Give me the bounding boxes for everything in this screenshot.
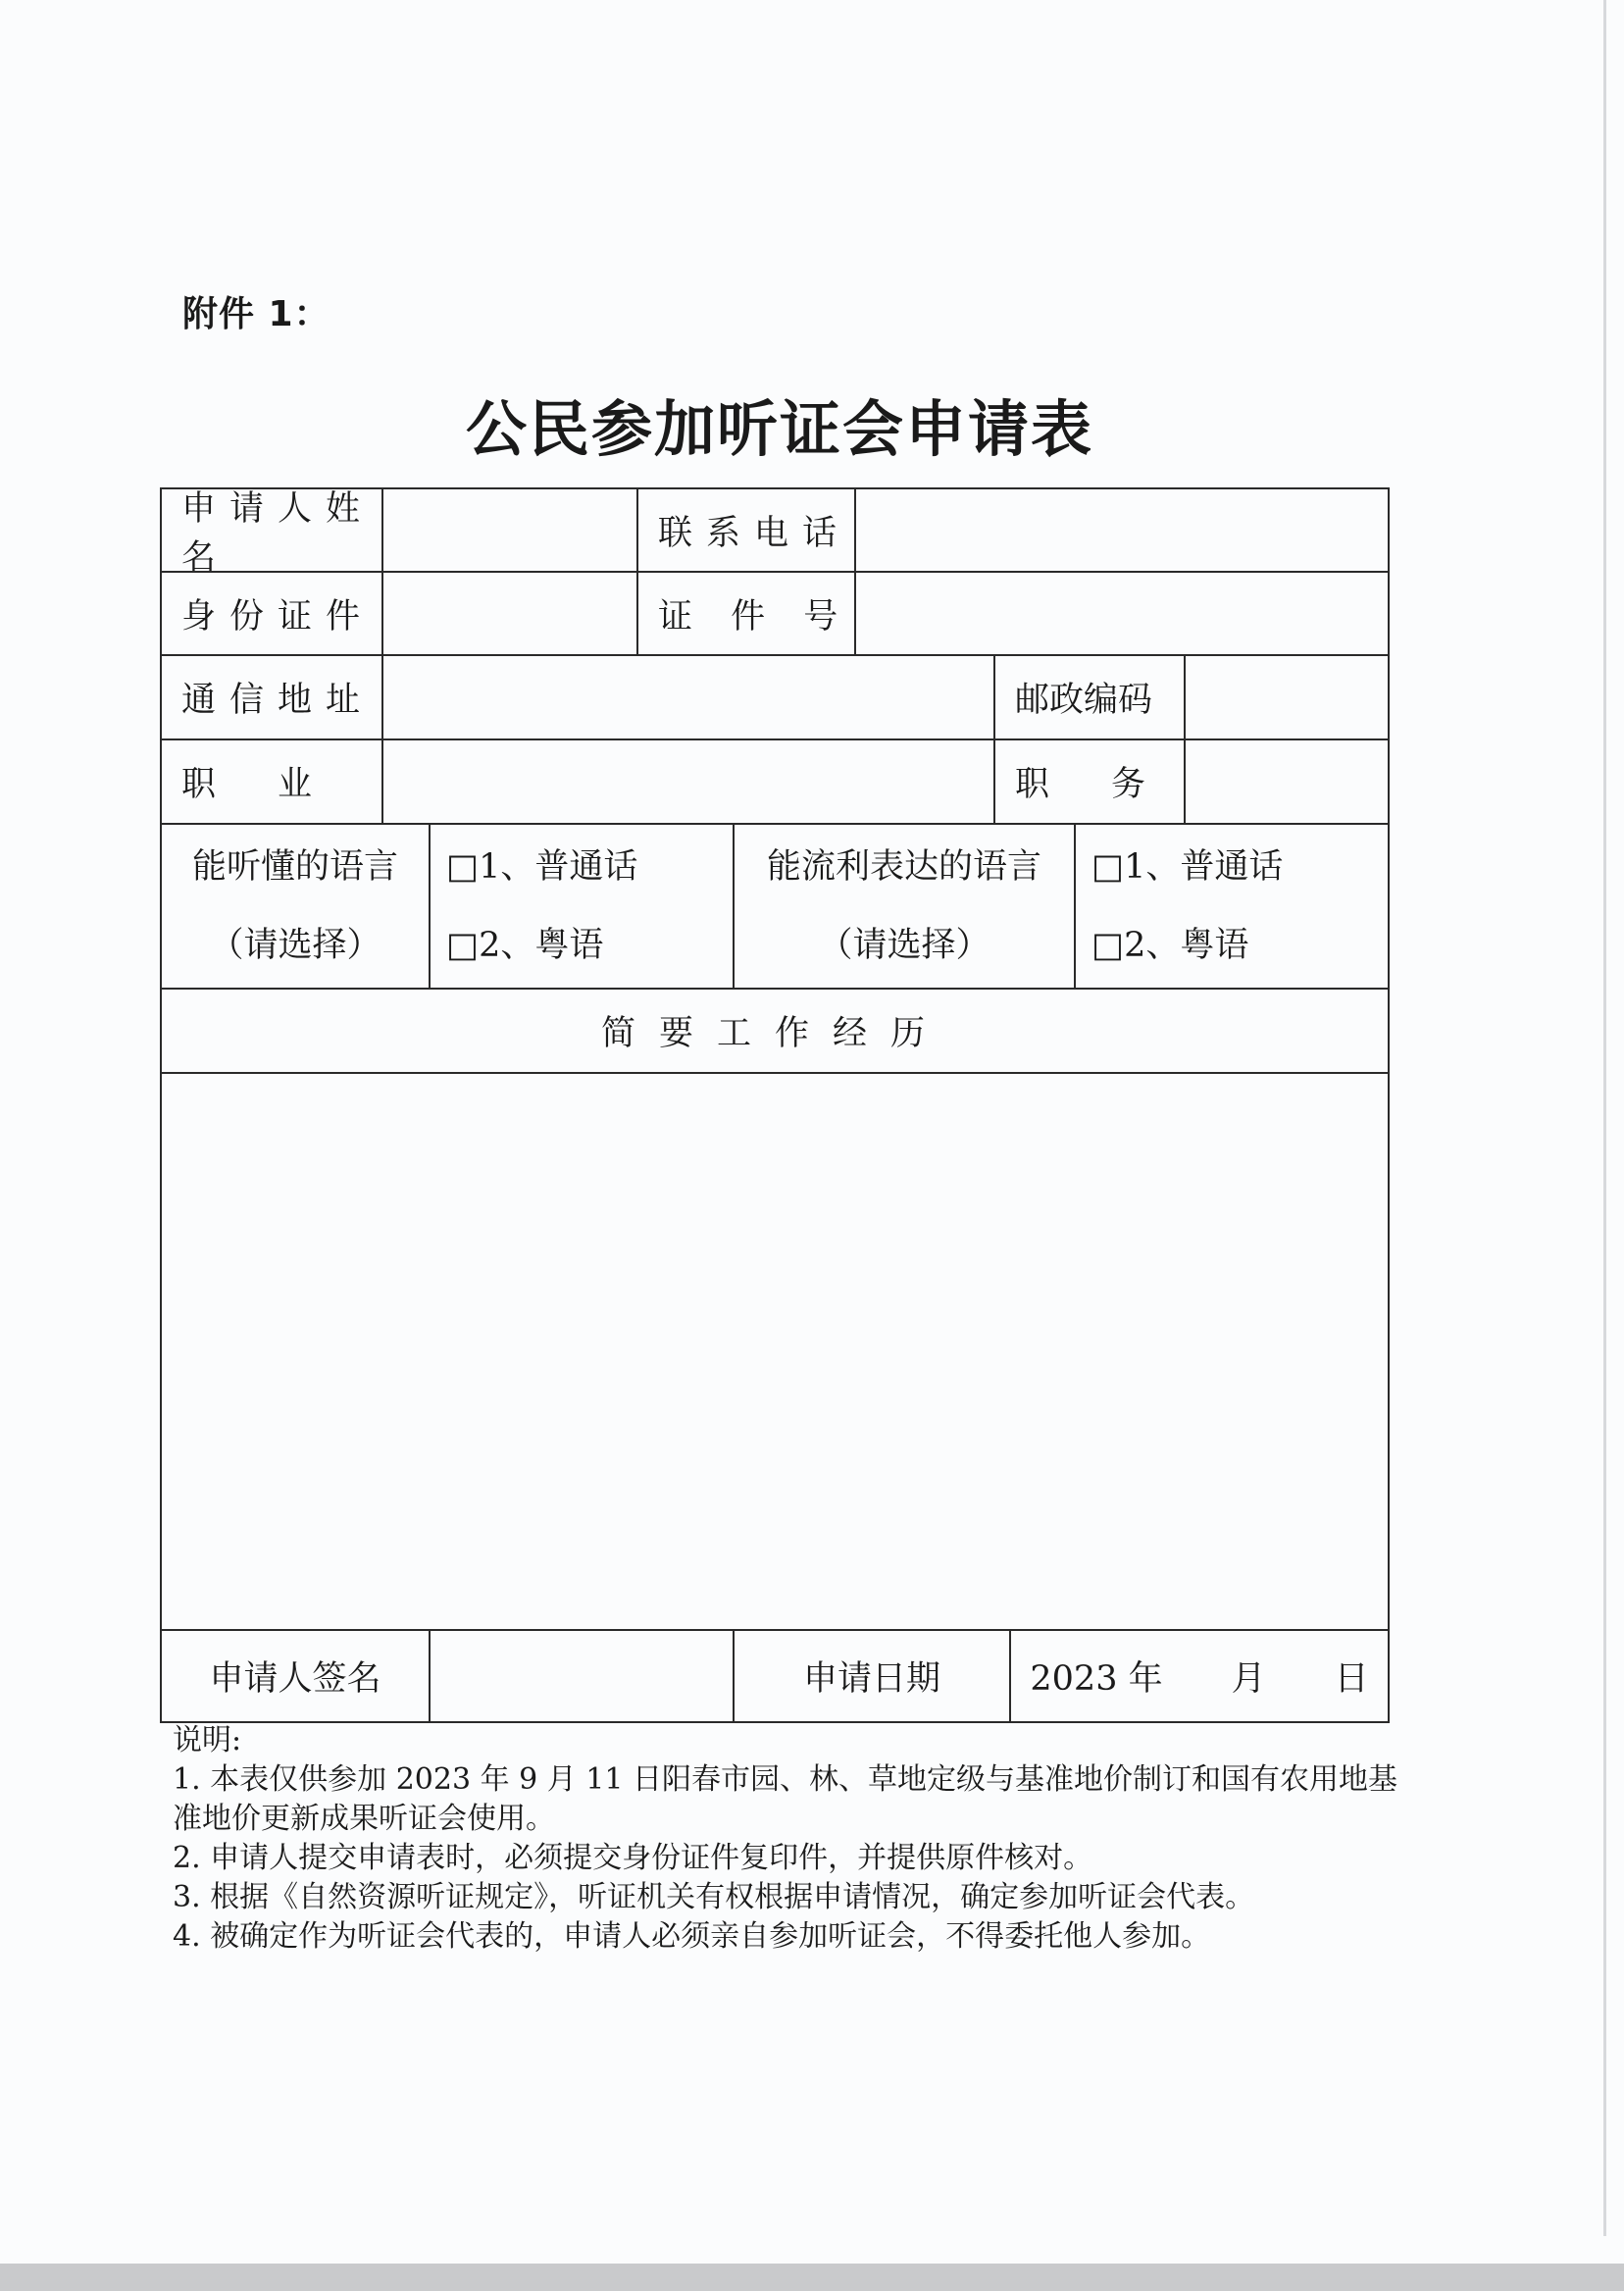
signature-label: 申请人签名 — [162, 1631, 431, 1721]
row-id — [160, 571, 1390, 656]
notes-heading: 说明: — [173, 1723, 242, 1757]
understand-option-mandarin[interactable]: □1、普通话 — [446, 847, 638, 887]
postcode-label: 邮政编码 — [995, 656, 1186, 738]
express-language-options — [1076, 825, 1388, 988]
date-field[interactable]: 2023 年 月 日 — [1030, 1659, 1369, 1699]
address-label: 通信地址 — [162, 656, 383, 738]
page-edge-right — [1603, 0, 1606, 2236]
row-name-phone — [160, 487, 1390, 578]
understand-language-label — [162, 825, 431, 988]
date-label: 申请日期 — [735, 1631, 1011, 1721]
position-label: 职 务 — [995, 740, 1186, 823]
position-field[interactable] — [1186, 740, 1388, 823]
id-type-label: 身份证件 — [162, 573, 383, 654]
form-title: 公民参加听证会申请表 — [465, 393, 1093, 465]
attachment-label: 附件 1： — [182, 294, 330, 334]
note-item: 1. 本表仅供参加 2023 年 9 月 11 日阳春市园、林、草地定级与基准地价制订和国有农用地基准地价更新成果听证会使用。 — [173, 1762, 1397, 1836]
row-work-history-header — [160, 988, 1390, 1074]
note-item: 3. 根据《自然资源听证规定》，听证机关有权根据申请情况，确定参加听证会代表。 — [173, 1880, 1255, 1914]
address-field[interactable] — [383, 656, 995, 738]
express-language-label — [735, 825, 1076, 988]
phone-label: 联系电话 — [638, 489, 856, 571]
postcode-field[interactable] — [1186, 656, 1388, 738]
express-option-cantonese[interactable]: □2、粤语 — [1091, 926, 1249, 965]
page-edge-bottom — [0, 2264, 1624, 2291]
id-type-field[interactable] — [383, 573, 638, 654]
notes-section — [173, 1721, 1408, 1957]
row-languages — [160, 823, 1390, 990]
name-field[interactable] — [383, 489, 638, 571]
note-item: 4. 被确定作为听证会代表的，申请人必须亲自参加听证会，不得委托他人参加。 — [173, 1919, 1211, 1954]
understand-language-title: 能听懂的语言 — [191, 847, 398, 887]
phone-field[interactable] — [856, 489, 1388, 571]
express-language-hint: （请选择） — [818, 926, 990, 965]
work-history-label: 简要工作经历 — [600, 1014, 948, 1053]
occupation-field[interactable] — [383, 740, 995, 823]
name-label: 申请人姓名 — [162, 489, 383, 571]
work-history-field[interactable] — [160, 1072, 1390, 1631]
express-language-title: 能流利表达的语言 — [766, 847, 1041, 887]
row-address — [160, 654, 1390, 740]
understand-option-cantonese[interactable]: □2、粤语 — [446, 926, 604, 965]
id-number-field[interactable] — [856, 573, 1388, 654]
express-option-mandarin[interactable]: □1、普通话 — [1091, 847, 1284, 887]
application-form — [160, 487, 1390, 1723]
row-signature — [160, 1629, 1390, 1723]
understand-language-hint: （请选择） — [209, 926, 381, 965]
signature-field[interactable] — [431, 1631, 735, 1721]
occupation-label: 职 业 — [162, 740, 383, 823]
id-number-label: 证 件 号 — [638, 573, 856, 654]
understand-language-options — [431, 825, 735, 988]
note-item: 2. 申请人提交申请表时，必须提交身份证件复印件，并提供原件核对。 — [173, 1841, 1093, 1875]
work-history-textarea[interactable] — [162, 1074, 1388, 1629]
row-occupation — [160, 738, 1390, 825]
